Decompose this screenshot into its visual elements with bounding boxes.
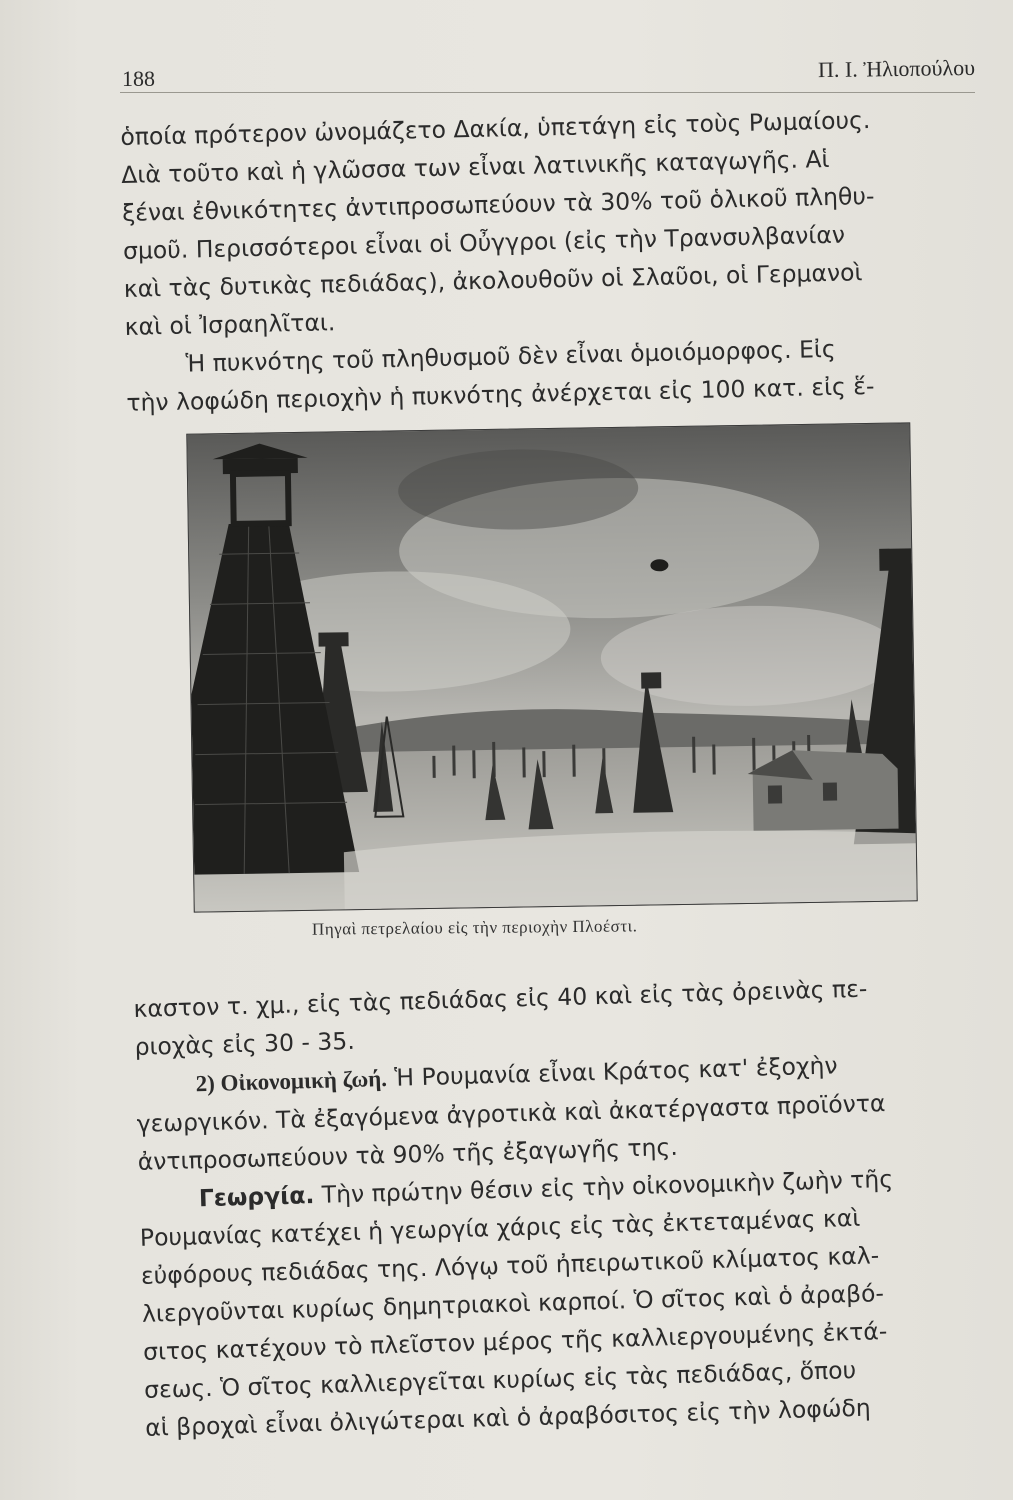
text-fragment: Τὴν πρώτην θέσιν εἰς τὴν οἰκονομικὴν ζωὴν τῆς bbox=[321, 1164, 894, 1209]
text-line: εὐφόρους πεδιάδας της. Λόγῳ τοῦ ἠπειρωτικοῦ κλίματος καλ- bbox=[140, 1241, 880, 1290]
text-line: Ρουμανίας κατέχει ἡ γεωργία χάρις εἰς τὰς ἐκτεταμένας καὶ bbox=[139, 1203, 861, 1252]
oil-wells-photo bbox=[186, 422, 917, 912]
text-line: ριοχὰς εἰς 30 - 35. bbox=[134, 1026, 356, 1061]
photo-caption: Πηγαὶ πετρελαίου εἰς τὴν περιοχὴν Πλοέστι. bbox=[311, 916, 638, 939]
text-line: ὁποία πρότερον ὠνομάζετο Δακία, ὑπετάγη εἰς τοὺς Ρωμαίους. bbox=[120, 105, 871, 151]
text-line: ἀντιπροσωπεύουν τὰ 90% τῆς ἐξαγωγῆς της. bbox=[137, 1132, 679, 1176]
text-line: γεωργικόν. Τὰ ἐξαγόμενα ἀγροτικὰ καὶ ἀκατέργαστα προϊόντα bbox=[136, 1089, 886, 1138]
text-line: καστον τ. χμ., εἰς τὰς πεδιάδας εἰς 40 καὶ εἰς τὰς ὀρεινὰς πε- bbox=[133, 974, 868, 1023]
section-heading-agriculture: Γεωργία. bbox=[198, 1181, 315, 1213]
text-line: σμοῦ. Περισσότεροι εἶναι οἱ Οὖγγροι (εἰς τὴν Τρανσυλβανίαν bbox=[122, 220, 846, 265]
text-line: σεως. Ὁ σῖτος καλλιεργεῖται κυρίως εἰς τὰς πεδιάδας, ὅπου bbox=[143, 1355, 857, 1404]
text-line: αἱ βροχαὶ εἶναι ὀλιγώτεραι καὶ ὁ ἀραβόσιτος εἰς τὴν λοφώδη bbox=[144, 1393, 872, 1442]
text-line: σιτος κατέχουν τὸ πλεῖστον μέρος τῆς καλλιεργουμένης ἐκτά- bbox=[142, 1317, 888, 1366]
text-block-bottom bbox=[133, 966, 1005, 1447]
running-head-author: Π. Ι. Ἠλιοπούλου bbox=[817, 54, 976, 83]
text-fragment: Ἡ Ρουμανία εἶναι Κράτος κατ' ἐξοχὴν bbox=[394, 1051, 838, 1092]
text-line: Διὰ τοῦτο καὶ ἡ γλῶσσα των εἶναι λατινικῆς καταγωγῆς. Αἱ bbox=[120, 144, 830, 189]
text-line: ξέναι ἐθνικότητες ἀντιπροσωπεύουν τὰ 30% τοῦ ὁλικοῦ πληθυ- bbox=[121, 181, 875, 227]
text-line: καὶ οἱ Ἰσραηλῖται. bbox=[124, 308, 336, 341]
text-line: Ἡ πυκνότης τοῦ πληθυσμοῦ δὲν εἶναι ὁμοιόμορφος. Εἰς bbox=[185, 334, 836, 378]
section-heading-economy: 2) Οἰκονομικὴ ζωή. bbox=[195, 1065, 388, 1097]
text-line: καὶ τὰς δυτικὰς πεδιάδας), ἀκολουθοῦν οἱ Σλαῦοι, οἱ Γερμανοὶ bbox=[123, 258, 863, 303]
page-header bbox=[120, 52, 975, 93]
page-number: 188 bbox=[122, 66, 155, 91]
text-block-top bbox=[120, 98, 987, 421]
text-line: τὴν λοφώδη περιοχὴν ἡ πυκνότης ἀνέρχεται εἰς 100 κατ. εἰς ἕ- bbox=[126, 371, 875, 417]
text-line: λιεργοῦνται κυρίως δημητριακοὶ καρποί. Ὁ σῖτος καὶ ὁ ἀραβό- bbox=[141, 1279, 885, 1328]
